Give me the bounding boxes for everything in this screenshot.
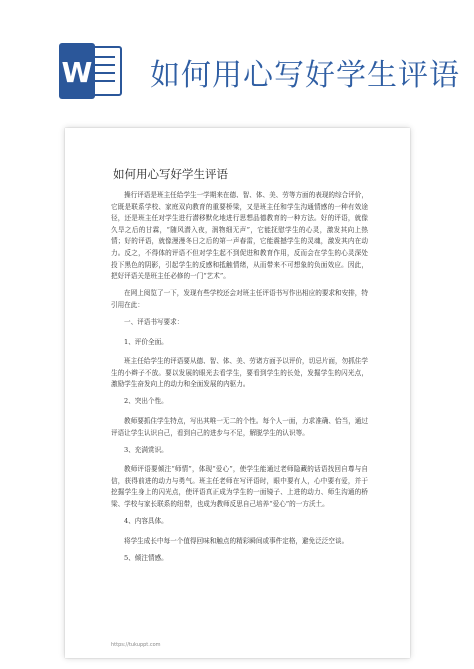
document-page [65, 128, 410, 658]
body-paragraph: 教师评语要倾注“师情”，体现“爱心”，使学生能通过老师隐藏的话语找回自尊与自信，获得前进的动力与勇气。班主任老师在写评语时，眼中要有人，心中要有爱，并于挖掘学生身上的闪光点，使评语真正成为学生的一面镜子、上进的动力、师生沟通的桥梁、学校与家长联系的纽带，也成为教师反思自己培养“爱心”的一方沃土。 [111, 465, 368, 509]
source-link[interactable]: https://tukuppt.com [111, 642, 161, 648]
section-heading: 5、倾注情感。 [124, 553, 168, 562]
word-document-icon [57, 41, 127, 101]
section-heading: 3、充满赏识。 [124, 445, 168, 454]
section-heading: 4、内容具体。 [124, 517, 168, 526]
body-paragraph: 教师要抓住学生特点，写出其唯一无二的个性。每个人一面，力求准确、恰当，通过评语让学生认识自己，看到自己的进步与不足，解脱学生的认识等。 [111, 417, 368, 437]
section-heading: 1、评价全面。 [124, 337, 168, 346]
body-paragraph: 班主任给学生的评语要从德、智、体、美、劳诸方面予以评价，切忌片面，勿抓住学生的小辫子不放。要以发展的眼光去看学生，要看到学生的长处，发掘学生的闪光点，激励学生奋发向上的动力和全面发展的内驱力。 [111, 357, 368, 389]
section-heading: 2、突出个性。 [124, 397, 168, 406]
word-icon-letter: W [61, 56, 93, 89]
section-heading: 一、评语书写要求： [124, 317, 184, 326]
document-body [111, 190, 368, 572]
body-paragraph: 操行评语是班主任给学生一学期来在德、智、体、美、劳等方面的表现的综合评价，它既是联系学校、家庭双向教育的重要桥梁，又是班主任和学生沟通情感的一种有效途径，还是班主任对学生进行潜移默化地进行思想品德教育的一种方法。好的评语，就像久旱之后的甘霖，“随风潜入夜，润物细无声”，它能抚慰学生的心灵，激发其向上热情；好的评语，就像漫漫冬日之后的第一声春雷，它能震撼学生的灵魂，激发其内在动力。反之，不得体的评语不但对学生起不到促进和教育作用，反而会在学生的心灵深处投下黑色的阴影，引起学生的反感和抵触情绪，从而带来不可想象的负面效应。因此，把好评语关是班主任必修的一门“艺术”。 [111, 191, 368, 281]
page-title: 如何用心写好学生评语 [150, 58, 460, 93]
document-title: 如何用心写好学生评语 [113, 167, 228, 181]
body-paragraph: 在网上阅览了一下，发现有些学校还会对班主任评语书写作出相应的要求和安排，特引用在此： [111, 289, 368, 309]
header [0, 0, 474, 120]
body-paragraph: 将学生成长中每一个值得回味和触点的精彩瞬间或事件定格，避免泛泛空谈。 [124, 536, 349, 545]
